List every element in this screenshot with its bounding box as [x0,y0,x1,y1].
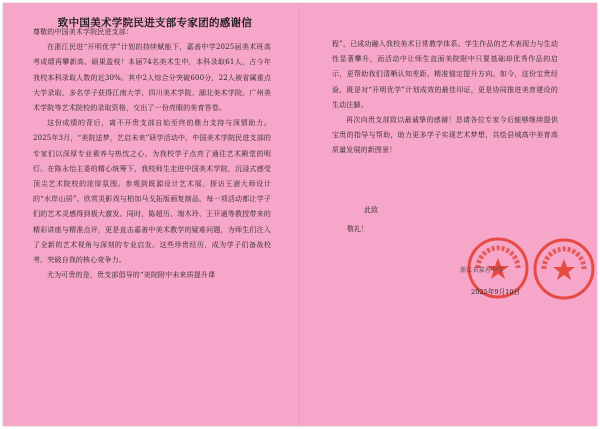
right-page [300,3,597,426]
scanned-letter [3,3,597,426]
paragraph: 程”，已成功融入我校美术日常教学体系。学生作品的艺术表现力与生动性显著攀升，而活动中让师生直面美院附中只要基础却优秀作品的启示，更帮助我们清晰认知差距、精准锚定提升方向。如今，这份宝贵经验，既是对“开明优学”计划成效的最佳印证，更是协同推进美育建设的生动注脚。 [332,40,558,109]
closing-phrase: 此致 [364,206,378,214]
salutation: 尊敬的中国美术学院民进支部： [33,28,134,36]
left-body [33,25,271,283]
right-body [332,37,558,159]
paragraph: 再次向贵支部致以最诚挚的感谢！恳请各位专家今后能够继续提供宝贵的指导与帮助，助力更多学子实现艺术梦想，共绘县城高中美育高质量发展的新图景！ [332,116,558,155]
committee-seal-icon [532,237,596,301]
signer: 浙江省嘉善中学 [460,267,504,274]
paragraph: 这份成绩的背后，离不开贵支部自始至终的鼎力支持与深情助力。2025年3月，“美院送梦，艺启未来”研学活动中，中国美术学院民进支部的专家们以深厚专业素养与热忱之心，为我校学子点亮了通往艺术殿堂的明灯。在陈永怡主委的精心统筹下，我校师生走进中国美术学院，沉浸式感受顶尖艺术院校的浓厚氛围。参观到既源设计艺术展、探访王澍大师设计的“水岸山居”、欣赏炎影戏与柏加马戈拓版画复制品，每一项活动都让学子们的艺术灵感得到极大激发。同时，陈超历、端木玲、王开通等教授带来的精彩讲座与精准点评，更是直击嘉善中美术教学的疑难问题，为师生们注入了全新的艺术视角与深刻的专业启发。这些珍贵经历，成为学子们备战校考、突破自我的核心竞争力。 [33,119,271,265]
letter-date: 2025年9月10日 [471,288,521,296]
letter-title: 致中国美术学院民进支部专家团的感谢信 [57,17,253,29]
left-page [3,3,300,426]
paragraph: 尤为可贵的是，贵支部倡导的“美院附中未来质提升课 [47,271,216,280]
paragraph: 在浙江民进“开明优学”计划的持续赋能下，嘉善中学2025届美术班高考成绩再攀新高、硕果盈枝！本届74名美术生中，本科录取61人，占今年我校本科录取人数的近30%。其中2人综合分突破600分，22人被省属重点大学录取，多名学子获得江南大学、四川美术学院、湖北美术学院、广州美术学院等艺术院校的录取资格，交出了一份亮眼的美育答卷。 [33,43,271,113]
closing-salute: 敬礼！ [347,225,368,233]
